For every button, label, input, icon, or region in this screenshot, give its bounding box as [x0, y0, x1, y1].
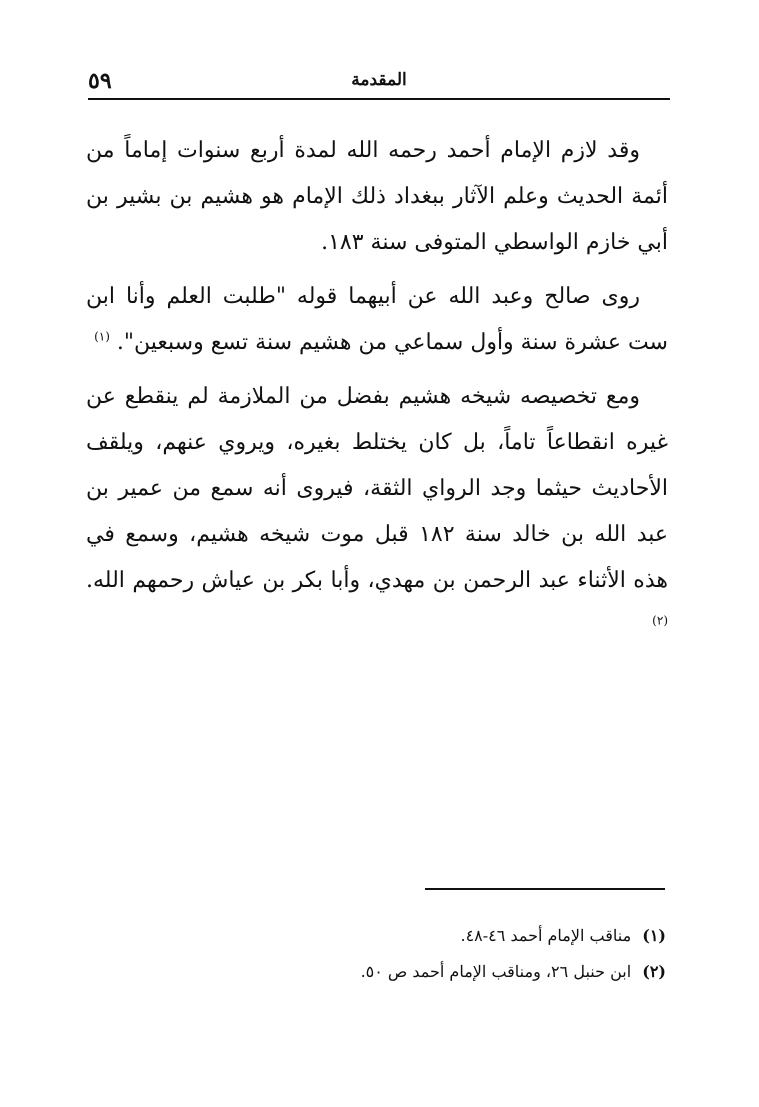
page-title: المقدمة — [351, 70, 407, 90]
footnote-1-number: (١) — [642, 926, 666, 945]
paragraph-3-text: ومع تخصيصه شيخه هشيم بفضل من الملازمة لم ينقطع عن غيره انقطاعاً تاماً، بل كان يختلط بغيره، ويروي عنهم، ويلقف الأحاديث حيثما وجد الرواي الثقة، فيروى أنه سمع من عمير بن عبد الله بن خالد سنة ١٨٢ قبل موت شيخه هشيم، وسمع في هذه الأثناء عبد الرحمن بن مهدي، وأبا بكر بن عياش رحمهم الله. — [86, 384, 669, 593]
page-header — [88, 66, 670, 100]
footnote-separator — [425, 888, 665, 890]
footnote-2 — [86, 954, 666, 990]
footnotes — [86, 918, 666, 990]
paragraph-1-text: وقد لازم الإمام أحمد رحمه الله لمدة أربع سنوات إماماً من أئمة الحديث وعلم الآثار ببغداد ذلك الإمام هو هشيم بن بشير بن أبي خازم الواسطي المتوفى سنة ١٨٣. — [86, 138, 668, 255]
paragraph-1 — [86, 128, 668, 266]
paragraph-2 — [86, 274, 668, 366]
footnote-reference-1[interactable]: (١) — [94, 329, 110, 344]
footnote-1 — [86, 918, 666, 954]
footnote-2-text: ابن حنبل ٢٦، ومناقب الإمام أحمد ص ٥٠. — [360, 962, 632, 981]
footnote-2-number: (٢) — [642, 962, 666, 981]
main-text — [86, 128, 668, 650]
footnote-reference-2[interactable]: (٢) — [652, 613, 668, 628]
header-rule — [88, 98, 670, 100]
page-number: ٥٩ — [88, 68, 112, 94]
paragraph-2-text: روى صالح وعبد الله عن أبيهما قوله "طلبت العلم وأنا ابن ست عشرة سنة وأول سماعي من هشيم سنة تسع وسبعين". — [86, 284, 668, 355]
paragraph-3 — [86, 374, 668, 650]
footnote-1-text: مناقب الإمام أحمد ٤٦-٤٨. — [460, 926, 632, 945]
